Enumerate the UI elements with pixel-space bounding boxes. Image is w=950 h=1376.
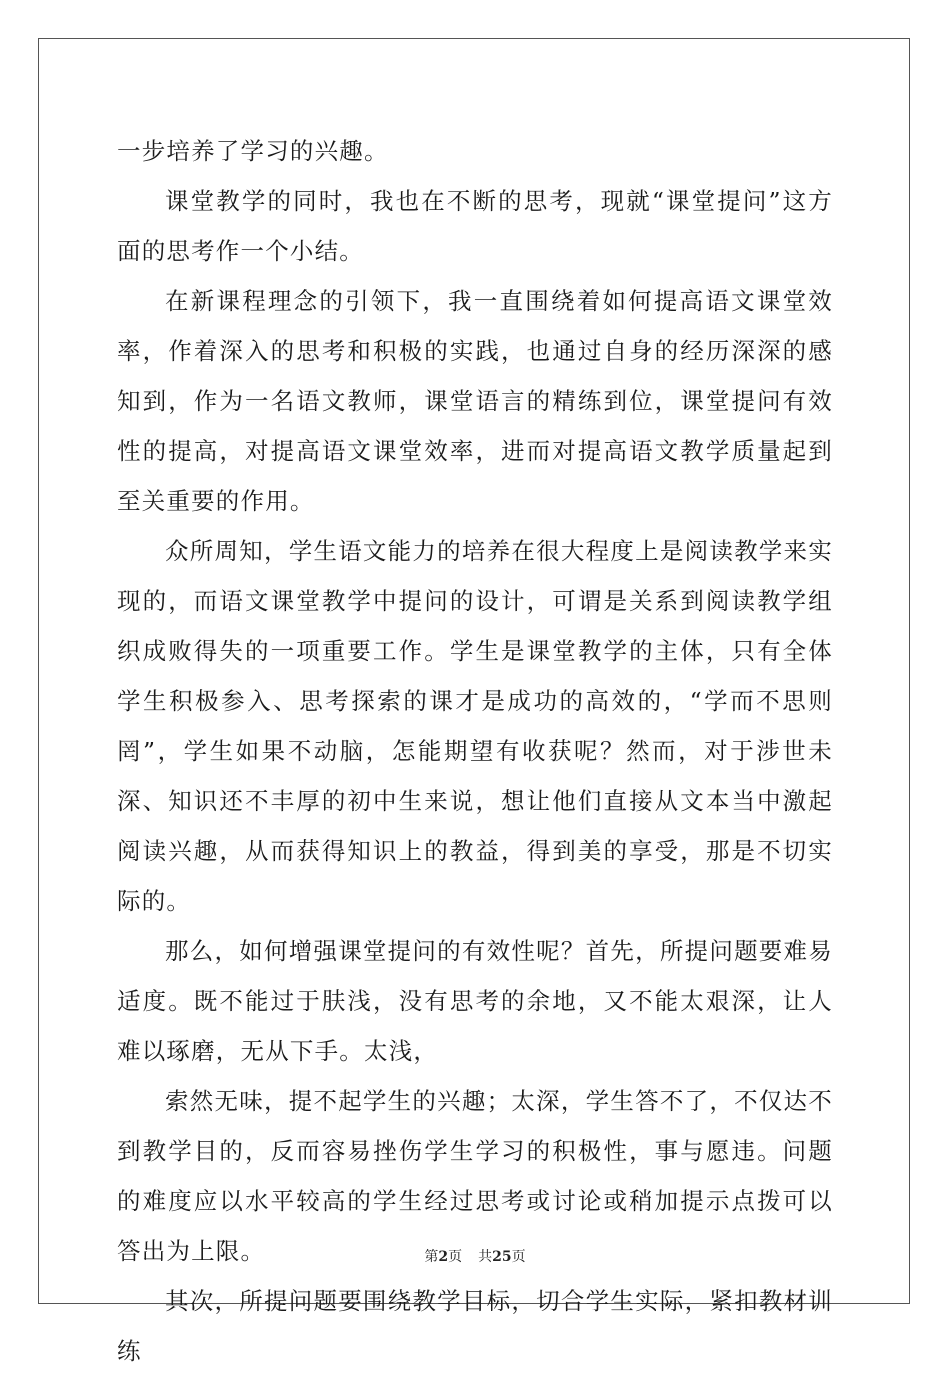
paragraph: 众所周知，学生语文能力的培养在很大程度上是阅读教学来实现的，而语文课堂教学中提问的设计，可谓是关系到阅读教学组织成败得失的一项重要工作。学生是课堂教学的主体，只有全体学生积极参入、思考探索的课才是成功的高效的，“学而不思则罔”，学生如果不动脑，怎能期望有收获呢？然而，对于涉世未深、知识还不丰厚的初中生来说，想让他们直接从文本当中激起阅读兴趣，从而获得知识上的教益，得到美的享受，那是不切实际的。 xyxy=(117,537,833,915)
document-body xyxy=(117,126,833,1376)
total-suffix: 页 xyxy=(511,1249,526,1265)
page-footer xyxy=(0,1246,950,1266)
paragraph: 在新课程理念的引领下，我一直围绕着如何提高语文课堂效率，作着深入的思考和积极的实践，也通过自身的经历深深的感知到，作为一名语文教师，课堂语言的精练到位，课堂提问有效性的提高，对提高语文课堂效率，进而对提高语文教学质量起到至关重要的作用。 xyxy=(117,287,833,515)
paragraph: 那么，如何增强课堂提问的有效性呢？首先，所提问题要难易适度。既不能过于肤浅，没有思考的余地，又不能太艰深，让人难以琢磨，无从下手。太浅， xyxy=(117,937,833,1065)
page-suffix: 页 xyxy=(448,1249,463,1265)
paragraph: 一步培养了学习的兴趣。 xyxy=(117,137,389,165)
page-number: 2 xyxy=(438,1249,449,1265)
total-pages: 25 xyxy=(492,1249,512,1265)
total-prefix: 共 xyxy=(478,1249,493,1265)
paragraph: 其次，所提问题要围绕教学目标，切合学生实际，紧扣教材训练 xyxy=(117,1287,833,1365)
paragraph: 索然无味，提不起学生的兴趣；太深，学生答不了，不仅达不到教学目的，反而容易挫伤学生学习的积极性，事与愿违。问题的难度应以水平较高的学生经过思考或讨论或稍加提示点拨可以答出为上限。 xyxy=(117,1087,833,1265)
paragraph: 课堂教学的同时，我也在不断的思考，现就“课堂提问”这方面的思考作一个小结。 xyxy=(117,187,833,265)
page-prefix: 第 xyxy=(424,1249,439,1265)
